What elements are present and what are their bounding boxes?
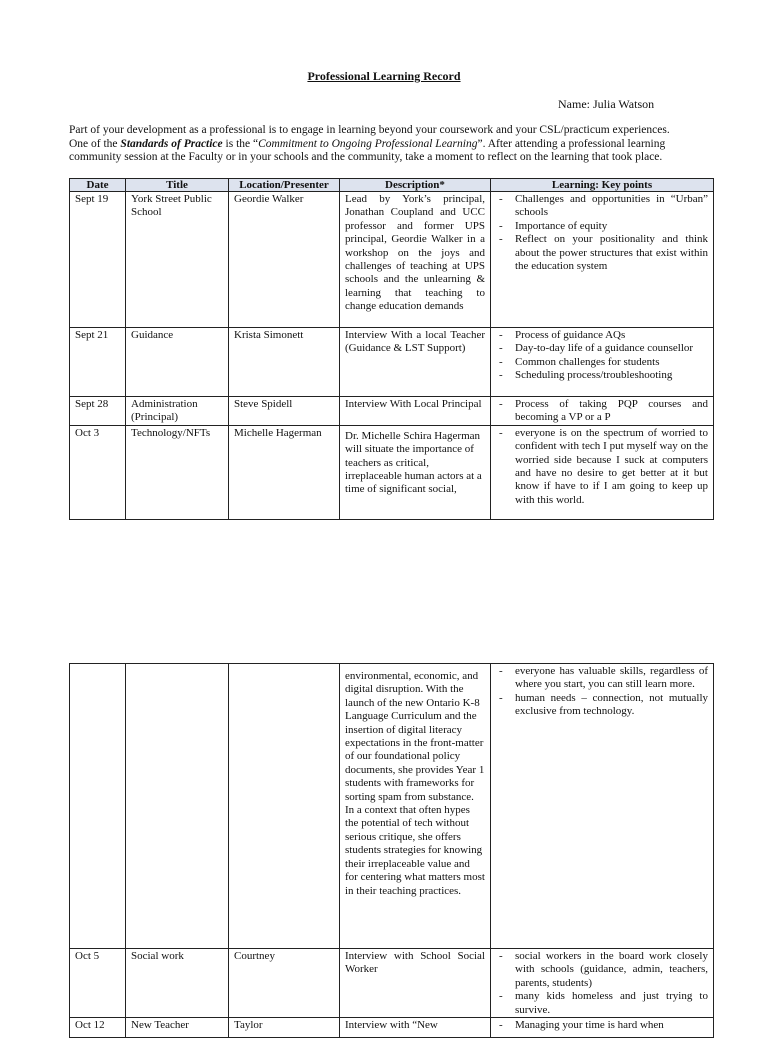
learning-cell: [491, 192, 714, 328]
key-point: - Common challenges for students: [496, 356, 708, 369]
table-row: [70, 1018, 714, 1038]
date-cell: Sept 19: [70, 192, 126, 328]
key-point: - Scheduling process/troubleshooting: [496, 369, 708, 382]
description-cell: Interview with “New: [340, 1018, 491, 1038]
learning-cell: [491, 664, 714, 949]
learning-cell: [491, 397, 714, 426]
intro-text: One of the: [69, 137, 121, 150]
title-cell: Guidance: [126, 328, 229, 397]
key-point: - Process of guidance AQs: [496, 329, 708, 342]
date-cell: Oct 12: [70, 1018, 126, 1038]
presenter-cell: Steve Spidell: [229, 397, 340, 426]
intro-line-1: Part of your development as a professional is to engage in learning beyond your coursework and your CSL/practicum experiences.: [69, 124, 670, 136]
presenter-cell: Krista Simonett: [229, 328, 340, 397]
key-points-list: [496, 427, 708, 507]
description-cell: Dr. Michelle Schira Hagerman will situate the importance of teachers as critical, irreplaceable human actors at a time of significant social,: [340, 425, 491, 519]
date-cell: Sept 28: [70, 397, 126, 426]
key-point: - social workers in the board work closely with schools (guidance, admin, teachers, parents, students): [496, 950, 708, 990]
document-title: Professional Learning Record: [307, 69, 461, 83]
title-cell: [126, 664, 229, 949]
header-learning: Learning: Key points: [491, 179, 714, 192]
table-header-row: [70, 179, 714, 192]
student-name: Name: Julia Watson: [558, 97, 655, 111]
description-cell: Interview with School Social Worker: [340, 949, 491, 1018]
intro-text: is the “: [222, 137, 259, 150]
header-title: Title: [126, 179, 229, 192]
key-points-list: [496, 950, 708, 1017]
key-points-list: [496, 1019, 708, 1032]
table-row: [70, 949, 714, 1018]
title-cell: Social work: [126, 949, 229, 1018]
title-cell: Administration (Principal): [126, 397, 229, 426]
key-point: - many kids homeless and just trying to survive.: [496, 990, 708, 1017]
table-row: [70, 425, 714, 519]
intro-paragraph: [69, 124, 709, 165]
date-cell: Oct 3: [70, 425, 126, 519]
presenter-cell: Taylor: [229, 1018, 340, 1038]
date-cell: [70, 664, 126, 949]
key-points-list: [496, 329, 708, 383]
title-cell: New Teacher: [126, 1018, 229, 1038]
header-presenter: Location/Presenter: [229, 179, 340, 192]
description-cell: Interview With a local Teacher (Guidance & LST Support): [340, 328, 491, 397]
presenter-cell: Michelle Hagerman: [229, 425, 340, 519]
description-cell: environmental, economic, and digital disruption. With the launch of the new Ontario K-8 Language Curriculum and the insertion of digital literacy expectations in the front-matter of our foundational policy documents, she provides Year 1 students with frameworks for sorting spam from substance. In a context that often hypes the potential of tech without serious critique, she offers students strategies for knowing their irreplaceable value and for centering what matters most in their teaching practices.: [340, 664, 491, 949]
table-row: [70, 664, 714, 949]
learning-record-table: [69, 178, 714, 520]
key-point: - everyone has valuable skills, regardless of where you start, you can still learn more.: [496, 665, 708, 692]
table-row: [70, 397, 714, 426]
key-point: - everyone is on the spectrum of worried to confident with tech I put myself way on the worried side because I suck at computers and have no desire to get better at it but know if have to if I am going to keep up with this world.: [496, 427, 708, 507]
intro-line-3: community session at the Faculty or in your schools and the community, take a moment to reflect on the learning that took place.: [69, 151, 663, 164]
key-point: - Reflect on your positionality and think about the power structures that exist within the education system: [496, 233, 708, 273]
key-point: - Managing your time is hard when: [496, 1019, 708, 1032]
key-point: - Process of taking PQP courses and becoming a VP or a P: [496, 398, 708, 425]
key-points-list: [496, 193, 708, 273]
key-points-list: [496, 665, 708, 719]
intro-line-2: [69, 138, 709, 152]
learning-cell: [491, 328, 714, 397]
header-date: Date: [70, 179, 126, 192]
key-point: - human needs – connection, not mutually exclusive from technology.: [496, 692, 708, 719]
title-cell: York Street Public School: [126, 192, 229, 328]
learning-cell: [491, 425, 714, 519]
presenter-cell: Geordie Walker: [229, 192, 340, 328]
intro-text: ”. After attending a professional learning: [477, 137, 666, 150]
key-point: - Importance of equity: [496, 220, 708, 233]
presenter-cell: Courtney: [229, 949, 340, 1018]
header-description: Description*: [340, 179, 491, 192]
table-row: [70, 192, 714, 328]
presenter-cell: [229, 664, 340, 949]
date-cell: Oct 5: [70, 949, 126, 1018]
standards-of-practice-text: Standards of Practice: [120, 137, 223, 150]
key-point: - Day-to-day life of a guidance counsellor: [496, 342, 708, 355]
date-cell: Sept 21: [70, 328, 126, 397]
commitment-text: Commitment to Ongoing Professional Learning: [258, 137, 478, 150]
description-cell: Lead by York’s principal, Jonathan Coupland and UCC professor and former UPS principal, Geordie Walker in a workshop on the joys and challenges of teaching at UPS schools and the unlearning & learning that teaching to change education demands: [340, 192, 491, 328]
learning-record-table-continued: [69, 663, 714, 1038]
description-cell: Interview With Local Principal: [340, 397, 491, 426]
learning-cell: [491, 949, 714, 1018]
table-row: [70, 328, 714, 397]
key-points-list: [496, 398, 708, 425]
key-point: - Challenges and opportunities in “Urban” schools: [496, 193, 708, 220]
title-cell: Technology/NFTs: [126, 425, 229, 519]
learning-cell: [491, 1018, 714, 1038]
